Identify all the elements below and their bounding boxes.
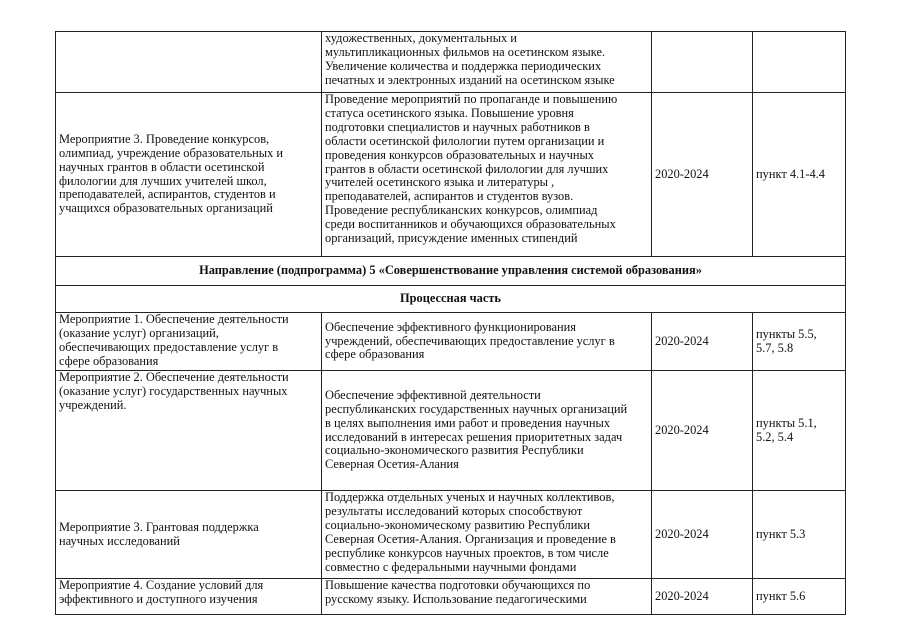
event-cell: Мероприятие 3. Проведение конкурсов, олимпиад, учреждение образовательных и научных грантов в области осетинской филологии для лучших учителей школ, преподавателей, аспирантов, студентов и учащихся образовательных организаций [56, 93, 322, 257]
part-heading: Процессная часть [56, 286, 846, 313]
table-row [56, 257, 846, 286]
table-row [56, 286, 846, 313]
result-cell: Проведение мероприятий по пропаганде и повышению статуса осетинского языка. Повышение уровня подготовки специалистов и научных работников в области осетинской филологии путем организации и проведения конкурсов образовательных и научных грантов в области осетинской филологии для лучших учителей осетинского языка и литературы , преподавателей, аспирантов и студентов вузов. Проведение республиканских конкурсов, олимпиад среди воспитанников и обучающихся образовательных организаций, присуждение именных стипендий [322, 93, 652, 257]
table-row [56, 313, 846, 371]
period-cell: 2020-2024 [652, 491, 753, 579]
period-cell: 2020-2024 [652, 371, 753, 491]
indicator-cell: пункты 5.5, 5.7, 5.8 [753, 313, 846, 371]
indicator-cell: пункт 5.3 [753, 491, 846, 579]
indicator-cell [753, 32, 846, 93]
program-activities-table [55, 31, 846, 615]
section-heading: Направление (подпрограмма) 5 «Совершенствование управления системой образования» [56, 257, 846, 286]
indicator-cell: пункт 5.6 [753, 579, 846, 615]
period-cell: 2020-2024 [652, 313, 753, 371]
event-cell: Мероприятие 4. Создание условий для эффективного и доступного изучения [56, 579, 322, 615]
event-cell: Мероприятие 3. Грантовая поддержка научных исследований [56, 491, 322, 579]
period-cell: 2020-2024 [652, 93, 753, 257]
result-cell: Обеспечение эффективной деятельности республиканских государственных научных организаций в целях выполнения ими работ и проведения научных исследований в интересах решения приоритетных задач социально-экономического развития Республики Северная Осетия-Алания [322, 371, 652, 491]
table-row [56, 93, 846, 257]
result-cell: Повышение качества подготовки обучающихся по русскому языку. Использование педагогическими [322, 579, 652, 615]
event-cell: Мероприятие 2. Обеспечение деятельности (оказание услуг) государственных научных учреждений. [56, 371, 322, 491]
result-cell: художественных, документальных и мультипликационных фильмов на осетинском языке. Увеличение количества и поддержка периодических печатных и электронных изданий на осетинском языке [322, 32, 652, 93]
table-row [56, 32, 846, 93]
table-row [56, 579, 846, 615]
indicator-cell: пункт 4.1-4.4 [753, 93, 846, 257]
result-cell: Обеспечение эффективного функционирования учреждений, обеспечивающих предоставление услуг в сфере образования [322, 313, 652, 371]
table-row [56, 491, 846, 579]
table-row [56, 371, 846, 491]
period-cell [652, 32, 753, 93]
event-cell [56, 32, 322, 93]
event-cell: Мероприятие 1. Обеспечение деятельности (оказание услуг) организаций, обеспечивающих предоставление услуг в сфере образования [56, 313, 322, 371]
period-cell: 2020-2024 [652, 579, 753, 615]
indicator-cell: пункты 5.1, 5.2, 5.4 [753, 371, 846, 491]
result-cell: Поддержка отдельных ученых и научных коллективов, результаты исследований которых способствуют социально-экономическому развитию Республики Северная Осетия-Алания. Организация и проведение в республике конкурсов научных проектов, в том числе совместно с федеральными научными фондами [322, 491, 652, 579]
